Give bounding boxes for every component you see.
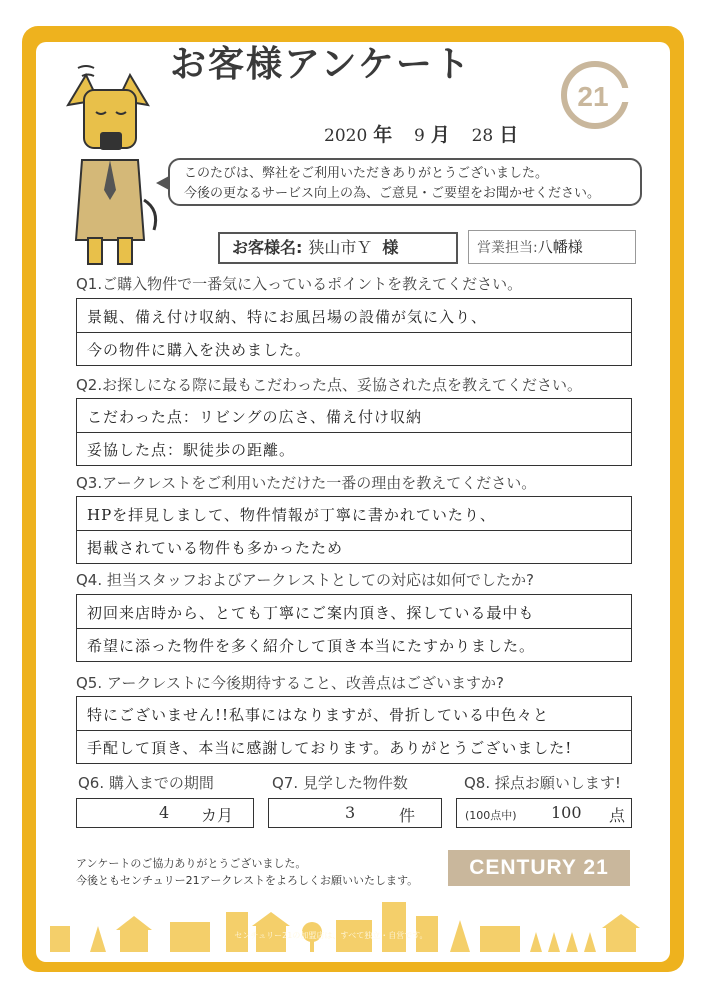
- viewed-count-value: 3: [345, 803, 356, 822]
- greeting-line-2: 今後の更なるサービス向上の為、ご意見・ご要望をお聞かせください。: [184, 186, 601, 201]
- answer-5-line-1: 特にございません!!私事にはなりますが、骨折している中色々と: [87, 706, 550, 724]
- answer-3-line-2: 掲載されている物件も多かったため: [87, 539, 344, 557]
- answer-box-4: [76, 594, 632, 662]
- score-unit: 点: [609, 806, 626, 825]
- town-illustration-icon: [50, 896, 656, 952]
- viewed-count-unit: 件: [399, 806, 416, 825]
- footer-line-1: アンケートのご協力ありがとうございました。: [76, 857, 307, 870]
- answer-box-2: [76, 398, 632, 466]
- answer-5-line-2: 手配して頂き、本当に感謝しております。ありがとうございました!: [87, 739, 573, 757]
- greeting-bubble: [168, 158, 642, 206]
- answer-2-line-2: 妥協した点：駅徒歩の距離。: [87, 441, 296, 459]
- century21-brand-badge: CENTURY 21: [448, 850, 630, 886]
- answer-3-line-1: HPを拝見しまして、物件情報が丁寧に書かれていたり、: [87, 506, 496, 524]
- question-2: Q2.お探しになる際に最もこだわった点、妥協された点を教えてください。: [76, 376, 582, 394]
- question-7: Q7. 見学した物件数: [272, 774, 408, 792]
- question-1: Q1.ご購入物件で一番気に入っているポイントを教えてください。: [76, 275, 523, 293]
- logo-number: 21: [577, 81, 609, 112]
- question-3: Q3.アークレストをご利用いただけた一番の理由を教えてください。: [76, 474, 537, 492]
- greeting-line-1: このたびは、弊社をご利用いただきありがとうございました。: [184, 166, 549, 181]
- staff-field: [468, 230, 636, 264]
- answer-4-line-2: 希望に添った物件を多く紹介して頂き本当にたすかりました。: [87, 637, 536, 655]
- period-value: 4: [159, 803, 170, 822]
- score-prefix: (100点中): [465, 809, 517, 822]
- century21-logo-icon: [560, 60, 630, 130]
- footer-line-2: 今後ともセンチュリー21アークレストをよろしくお願いいたします。: [76, 874, 419, 887]
- customer-name-value: 狭山市Ｙ: [308, 238, 373, 257]
- answer-box-7: [268, 798, 442, 828]
- date-day: 28: [471, 126, 494, 146]
- question-6: Q6. 購入までの期間: [78, 774, 214, 792]
- dog-mascot-icon: [48, 50, 168, 270]
- answer-box-5: [76, 696, 632, 764]
- answer-1-line-2: 今の物件に購入を決めました。: [87, 341, 312, 359]
- date-month: 9: [414, 126, 425, 146]
- answer-4-line-1: 初回来店時から、とても丁寧にご案内頂き、探している最中も: [87, 604, 535, 622]
- answer-1-line-1: 景観、備え付け収納、特にお風呂場の設備が気に入り、: [87, 308, 488, 326]
- customer-name-field: [218, 232, 458, 264]
- answer-box-8: [456, 798, 632, 828]
- customer-name-label: お客様名:: [232, 238, 303, 257]
- footer-disclaimer: センチュリー21の加盟店は、すべて独立・自営です。: [234, 931, 428, 940]
- staff-label: 営業担当:: [477, 240, 538, 256]
- customer-name-suffix: 様: [382, 238, 399, 257]
- date-year: 2020: [324, 126, 368, 146]
- question-5: Q5. アークレストに今後期待すること、改善点はございますか?: [76, 674, 504, 692]
- period-unit: カ月: [201, 806, 234, 825]
- answer-box-1: [76, 298, 632, 366]
- answer-box-3: [76, 496, 632, 564]
- answer-box-6: [76, 798, 254, 828]
- score-value: 100: [551, 803, 582, 822]
- staff-value: 八幡様: [537, 238, 583, 256]
- question-4: Q4. 担当スタッフおよびアークレストとしての対応は如何でしたか?: [76, 571, 534, 589]
- page-title: お客様アンケート: [170, 44, 472, 85]
- answer-2-line-1: こだわった点：リビングの広さ、備え付け収納: [87, 408, 422, 426]
- footer-message: [76, 855, 418, 889]
- survey-date: 2020 年 9 月 28 日: [324, 124, 519, 146]
- question-8: Q8. 採点お願いします!: [464, 774, 621, 792]
